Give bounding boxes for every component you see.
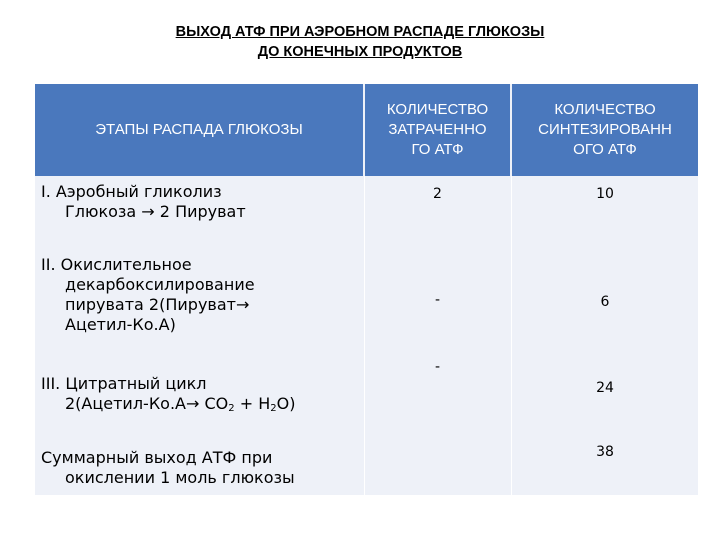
atp-yield-table <box>35 84 698 495</box>
total-atp-yield: Суммарный выход АТФ при окислении 1 моль глюкозы <box>41 448 295 487</box>
header-stages: ЭТАПЫ РАСПАДА ГЛЮКОЗЫ <box>35 84 363 176</box>
glycolysis-spent-atp: 2 <box>433 186 442 202</box>
total-synthesized-atp: 38 <box>596 444 614 460</box>
title-line-2: ДО КОНЕЧНЫХ ПРОДУКТОВ <box>257 44 463 60</box>
page-title <box>0 22 720 62</box>
glycolysis-synthesized-atp: 10 <box>596 186 614 202</box>
header-synthesized-atp: КОЛИЧЕСТВО СИНТЕЗИРОВАНН ОГО АТФ <box>512 84 698 176</box>
decarboxylation-spent-atp: - <box>434 292 441 308</box>
stage-citrate-cycle: III. Цитратный цикл 2(Ацетил-Ко.А→ $СО_2 + Н_2О$) <box>41 374 296 414</box>
stage-oxidative-decarboxylation: II. Окислительное декарбоксилирование пирувата 2(Пируват→ Ацетил-Ко.А) <box>41 255 255 334</box>
decarboxylation-synthesized-atp: 6 <box>600 294 610 310</box>
stage-glycolysis: I. Аэробный гликолиз Глюкоза → 2 Пируват <box>41 182 246 221</box>
citrate-cycle-spent-atp: - <box>434 359 441 375</box>
citrate-cycle-synthesized-atp: 24 <box>596 380 614 396</box>
title-line-1: ВЫХОД АТФ ПРИ АЭРОБНОМ РАСПАДЕ ГЛЮКОЗЫ <box>175 24 545 40</box>
header-spent-atp: КОЛИЧЕСТВО ЗАТРАЧЕННО ГО АТФ <box>365 84 510 176</box>
column-divider <box>364 176 365 495</box>
